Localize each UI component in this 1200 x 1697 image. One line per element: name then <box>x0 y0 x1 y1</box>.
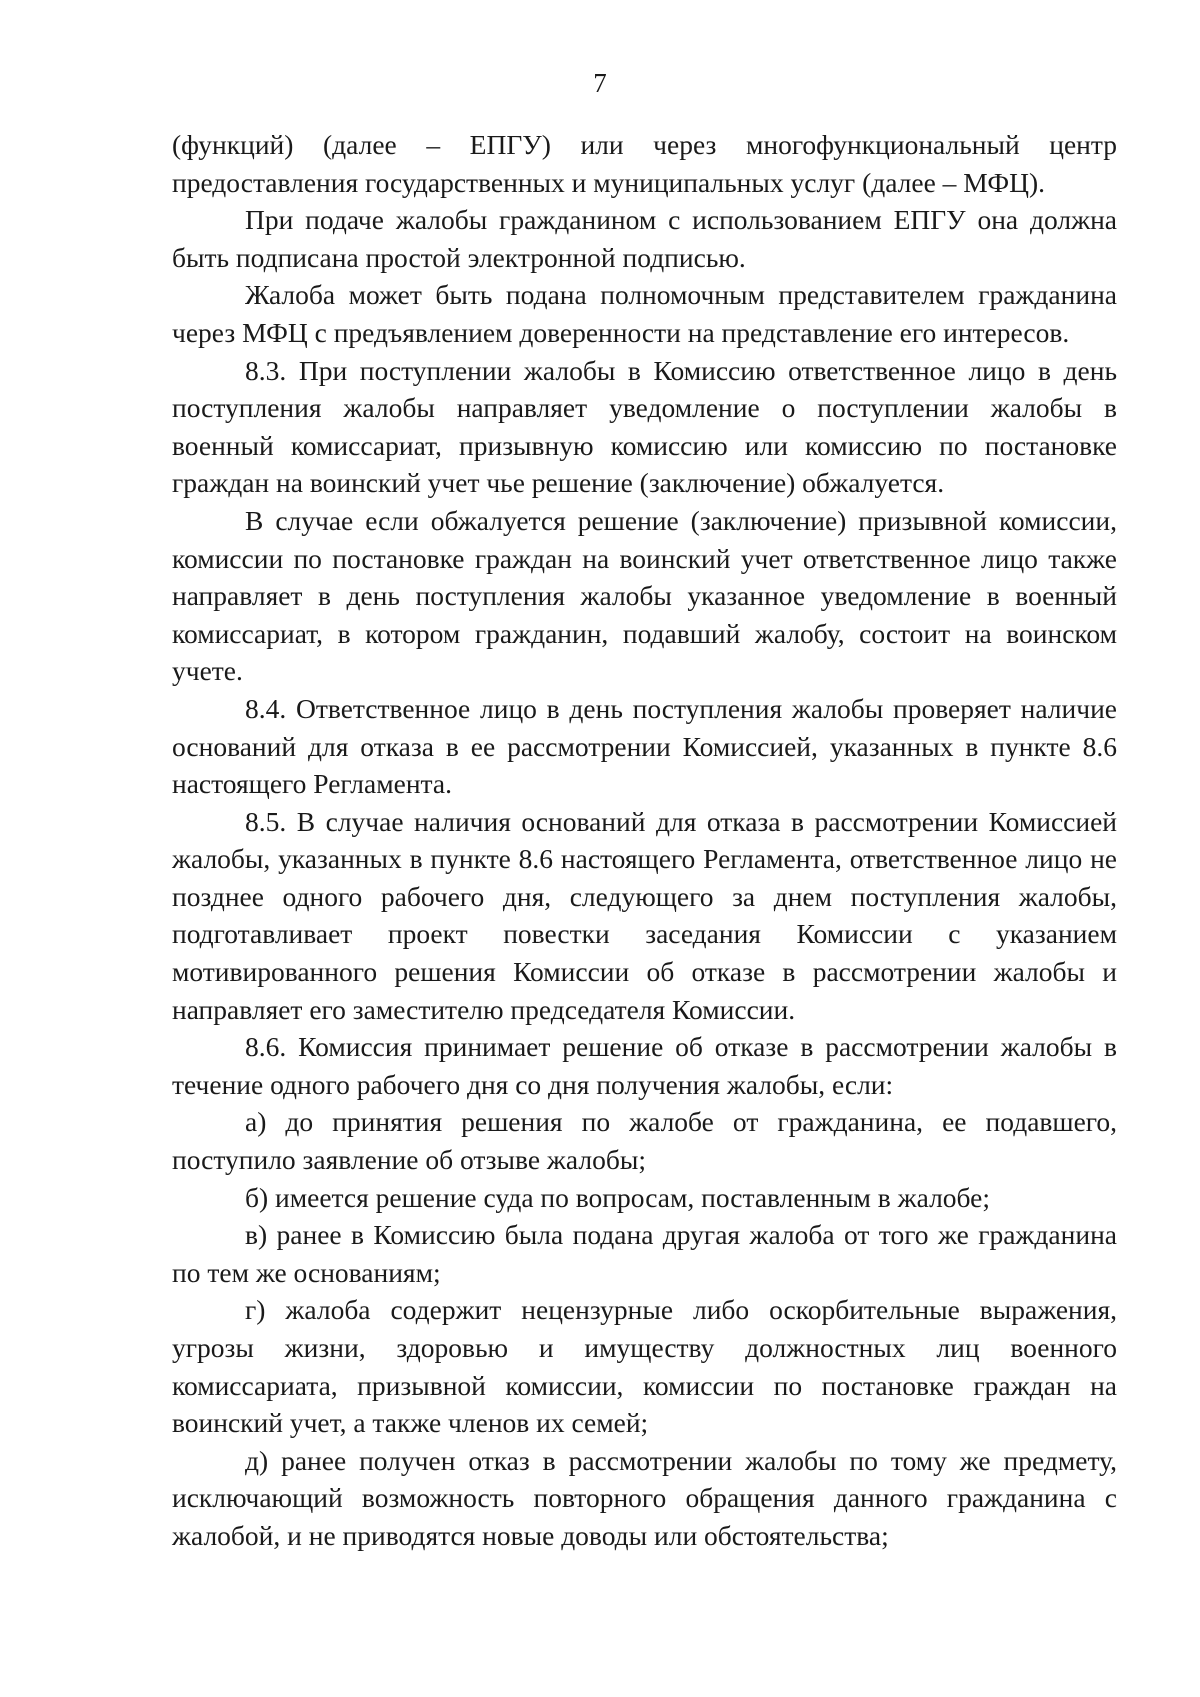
paragraph-representative: Жалоба может быть подана полномочным представителем гражданина через МФЦ с предъявлением доверенности на представление его интересов. <box>172 279 1117 348</box>
list-item-v: в) ранее в Комиссию была подана другая жалоба от того же гражданина по тем же основаниям; <box>172 1219 1117 1288</box>
page-number: 7 <box>593 68 607 98</box>
paragraph-8-6: 8.6. Комиссия принимает решение об отказе в рассмотрении жалобы в течение одного рабочего дня со дня получения жалобы, если: <box>172 1031 1117 1100</box>
paragraph-continuation: (функций) (далее – ЕПГУ) или через многофункциональный центр предоставления государственных и муниципальных услуг (далее – МФЦ). <box>172 129 1117 198</box>
paragraph-8-4: 8.4. Ответственное лицо в день поступления жалобы проверяет наличие оснований для отказа в ее рассмотрении Комиссией, указанных в пункте 8.6 настоящего Регламента. <box>172 692 1117 800</box>
paragraph-8-3: 8.3. При поступлении жалобы в Комиссию ответственное лицо в день поступления жалобы направляет уведомление о поступлении жалобы в военный комиссариат, призывную комиссию или комиссию по постановке граждан на воинский учет чье решение (заключение) обжалуется. <box>172 354 1117 499</box>
paragraph-epgu-signature: При подаче жалобы гражданином с использованием ЕПГУ она должна быть подписана простой электронной подписью. <box>172 204 1117 273</box>
list-item-g: г) жалоба содержит нецензурные либо оскорбительные выражения, угрозы жизни, здоровью и имуществу должностных лиц военного комиссариата, призывной комиссии, комиссии по постановке граждан на воинский учет, а также членов их семей; <box>172 1294 1117 1439</box>
list-item-a: а) до принятия решения по жалобе от гражданина, ее подавшего, поступило заявление об отзыве жалобы; <box>172 1106 1117 1176</box>
list-item-b: б) имеется решение суда по вопросам, поставленным в жалобе; <box>245 1181 991 1213</box>
paragraph-8-5: 8.5. В случае наличия оснований для отказа в рассмотрении Комиссией жалобы, указанных в пункте 8.6 настоящего Регламента, ответственное лицо не позднее одного рабочего дня, следующего за днем поступления жалобы, подготавливает проект повестки заседания Комиссии с указанием мотивированного решения Комиссии об отказе в рассмотрении жалобы и направляет его заместителю председателя Комиссии. <box>172 805 1117 1025</box>
paragraph-8-3-case: В случае если обжалуется решение (заключение) призывной комиссии, комиссии по постановке граждан на воинский учет ответственное лицо также направляет в день поступления жалобы указанное уведомление в военный комиссариат, в котором гражданин, подавший жалобу, состоит на воинском учете. <box>172 504 1117 687</box>
list-item-d: д) ранее получен отказ в рассмотрении жалобы по тому же предмету, исключающий возможность повторного обращения данного гражданина с жалобой, и не приводятся новые доводы или обстоятельства; <box>172 1444 1117 1551</box>
document-body <box>172 126 1117 1555</box>
